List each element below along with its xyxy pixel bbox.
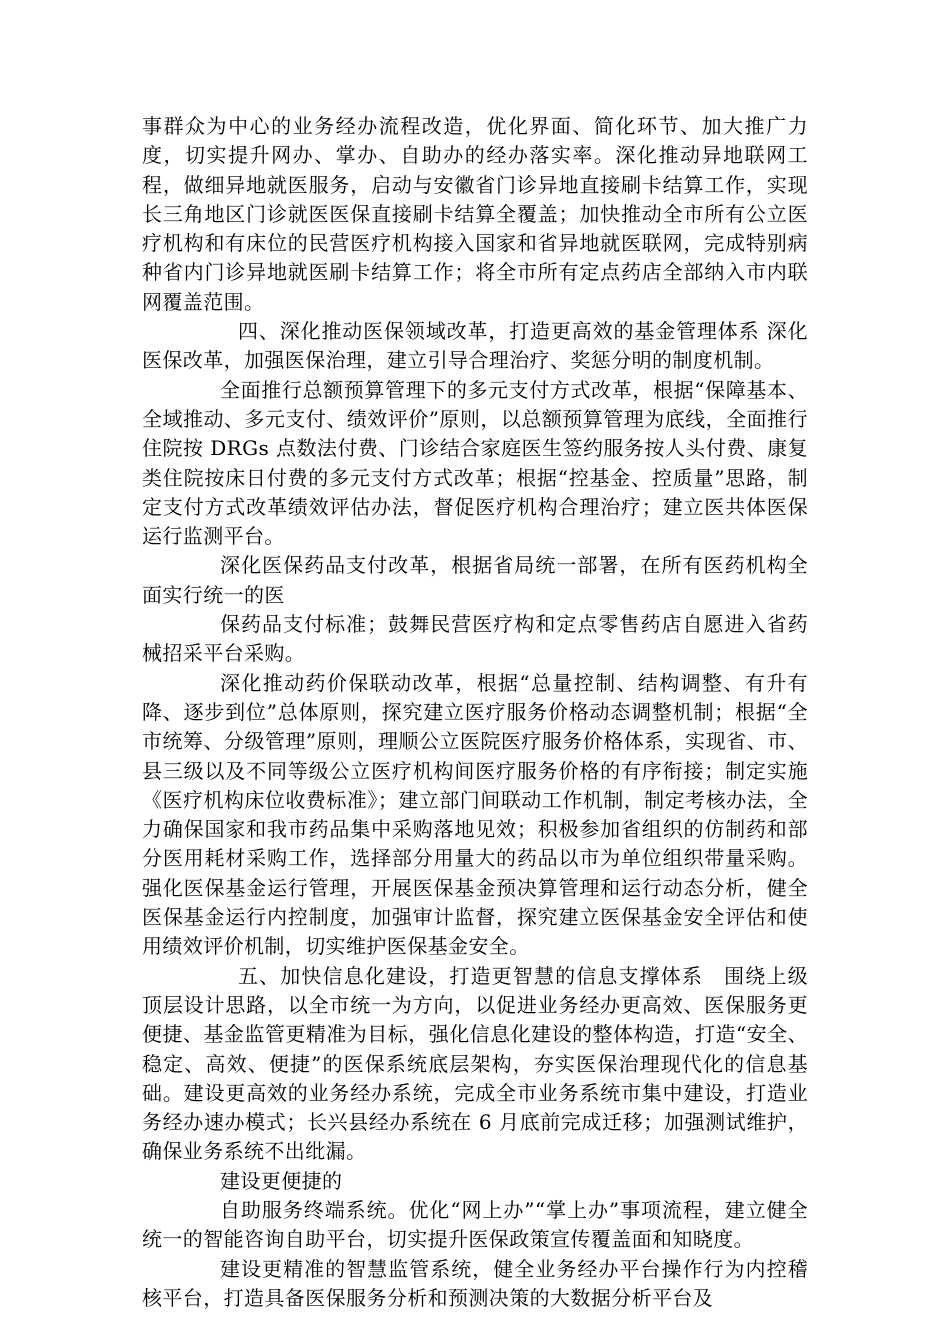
- section-five-heading: 五、加快信息化建设，打造更智慧的信息支撑体系 围绕上级顶层设计思路，以全市统一为方向，以促进业务经办更高效、医保服务更便捷、基金监管更精准为目标，强化信息化建设的整体构造，打造“安全、稳定、高效、便捷”的医保系统底层架构，夯实医保治理现代化的信息基础。建设更高效的业务经办系统，完成全市业务系统市集中建设，打造业务经办速办模式；长兴县经办系统在 6 月底前完成迁移；加强测试维护，确保业务系统不出纰漏。: [142, 963, 808, 1164]
- paragraph-self-service: 自助服务终端系统。优化“网上办”“掌上办”事项流程，建立健全统一的智能咨询自助平台，切实提升医保政策宣传覆盖面和知晓度。: [142, 1197, 808, 1252]
- paragraph-drug-payment: 深化医保药品支付改革，根据省局统一部署，在所有医药机构全面实行统一的医: [142, 553, 808, 607]
- paragraph-price-linkage: 深化推动药价保联动改革，根据“总量控制、结构调整、有升有降、逐步到位”总体原则，探究建立医疗服务价格动态调整机制；根据“全市统筹、分级管理”原则，理顺公立医院医疗服务价格体系，实现省、市、县三级以及不同等级公立医疗机构间医疗服务价格的有序衔接；制定实施《医疗机构床位收费标准》；建立部门间联动工作机制，制定考核办法，全力确保国家和我市药品集中采购落地见效；积极参加省组织的仿制药和部分医用耗材采购工作，选择部分用量大的药品以市为单位组织带量采购。强化医保基金运行管理，开展医保基金预决算管理和运行动态分析，健全医保基金运行内控制度，加强审计监督，探究建立医保基金安全评估和使用绩效评价机制，切实维护医保基金安全。: [142, 670, 808, 959]
- paragraph-smart-supervision: 建设更精准的智慧监管系统，健全业务经办平台操作行为内控稽核平台，打造具备医保服务分析和预测决策的大数据分析平台及: [142, 1256, 808, 1310]
- section-four-heading: 四、深化推动医保领域改革，打造更高效的基金管理体系 深化医保改革，加强医保治理，建立引导合理治疗、奖惩分明的制度机制。: [142, 319, 808, 373]
- paragraph-service-reform: 事群众为中心的业务经办流程改造，优化界面、简化环节、加大推广力度，切实提升网办、掌办、自助办的经办落实率。深化推动异地联网工程，做细异地就医服务，启动与安徽省门诊异地直接刷卡结算工作，实现长三角地区门诊就医医保直接刷卡结算全覆盖；加快推动全市所有公立医疗机构和有床位的民营医疗机构接入国家和省异地就医联网，完成特别病种省内门诊异地就医刷卡结算工作；将全市所有定点药店全部纳入市内联网覆盖范围。: [142, 114, 808, 314]
- document-body: [142, 112, 808, 1313]
- paragraph-drug-payment-cont: 保药品支付标准；鼓舞民营医疗构和定点零售药店自愿进入省药械招采平台采购。: [142, 612, 808, 666]
- paragraph-payment-reform: 全面推行总额预算管理下的多元支付方式改革，根据“保障基本、全域推动、多元支付、绩效评价”原则，以总额预算管理为底线，全面推行住院按 DRGs 点数法付费、门诊结合家庭医生签约服务按人头付费、康复类住院按床日付费的多元支付方式改革；根据“控基金、控质量”思路，制定支付方式改革绩效评估办法，督促医疗机构合理治疗；建立医共体医保运行监测平台。: [142, 377, 808, 549]
- paragraph-convenient-build: 建设更便捷的: [220, 1168, 343, 1193]
